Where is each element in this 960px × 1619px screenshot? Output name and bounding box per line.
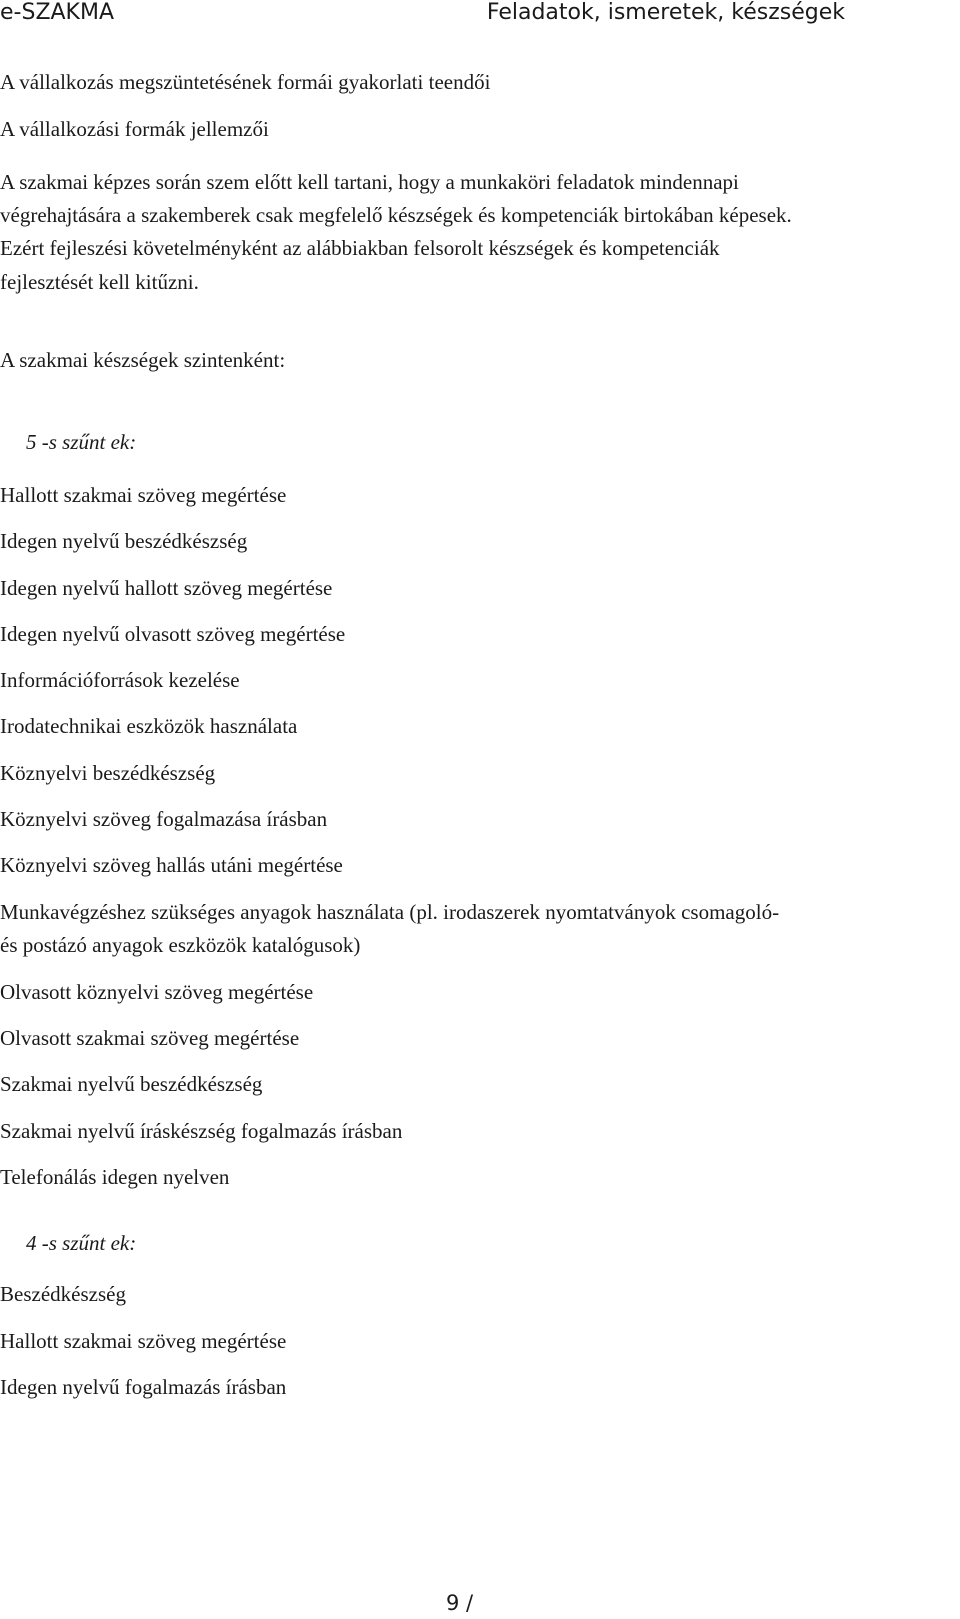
skills-heading: A szakmai készségek szintenként:	[0, 348, 286, 372]
skill-item: Szakmai nyelvű beszédkészség	[0, 1072, 263, 1096]
level-4-heading: 4 -s szűnt ek:	[26, 1231, 137, 1255]
page-header	[0, 0, 960, 40]
intro-line: végrehajtására a szakemberek csak megfelelő készségek és kompetenciák birtokában képesek.	[0, 203, 792, 227]
skill-item: Köznyelvi szöveg fogalmazása írásban	[0, 807, 328, 831]
topic-line: A vállalkozás megszüntetésének formái gyakorlati teendői	[0, 70, 491, 94]
skill-item: Köznyelvi beszédkészség	[0, 761, 216, 785]
intro-line: fejlesztését kell kitűzni.	[0, 270, 199, 294]
skill-item: Olvasott köznyelvi szöveg megértése	[0, 980, 314, 1004]
skill-item: Idegen nyelvű beszédkészség	[0, 529, 248, 553]
skill-item: Idegen nyelvű olvasott szöveg megértése	[0, 622, 346, 646]
skill-item: Telefonálás idegen nyelven	[0, 1165, 230, 1189]
topic-line: A vállalkozási formák jellemzői	[0, 117, 269, 141]
skill-item-long-line: Munkavégzéshez szükséges anyagok használata (pl. irodaszerek nyomtatványok csomagoló-	[0, 900, 780, 924]
intro-line: Ezért fejleszési követelményként az alábbiakban felsorolt készségek és kompetenciák	[0, 236, 720, 260]
skill-item: Beszédkészség	[0, 1282, 126, 1306]
skill-item: Irodatechnikai eszközök használata	[0, 714, 298, 738]
header-section-title: Feladatok, ismeretek, készségek	[486, 0, 845, 25]
skill-item: Olvasott szakmai szöveg megértése	[0, 1026, 300, 1050]
skill-item-long-line: és postázó anyagok eszközök katalógusok)	[0, 933, 361, 957]
skill-item: Szakmai nyelvű íráskészség fogalmazás írásban	[0, 1119, 403, 1143]
skill-item: Hallott szakmai szöveg megértése	[0, 1329, 287, 1353]
skill-item: Idegen nyelvű fogalmazás írásban	[0, 1375, 287, 1399]
skill-item: Idegen nyelvű hallott szöveg megértése	[0, 576, 333, 600]
page-number: 9 /	[446, 1591, 474, 1615]
header-brand: e-SZAKMA	[0, 0, 115, 25]
level-5-heading: 5 -s szűnt ek:	[26, 430, 137, 454]
skill-item: Hallott szakmai szöveg megértése	[0, 483, 287, 507]
skill-item: Információforrások kezelése	[0, 668, 240, 692]
skill-item: Köznyelvi szöveg hallás utáni megértése	[0, 853, 343, 877]
intro-line: A szakmai képzes során szem előtt kell tartani, hogy a munkaköri feladatok mindennapi	[0, 170, 739, 194]
